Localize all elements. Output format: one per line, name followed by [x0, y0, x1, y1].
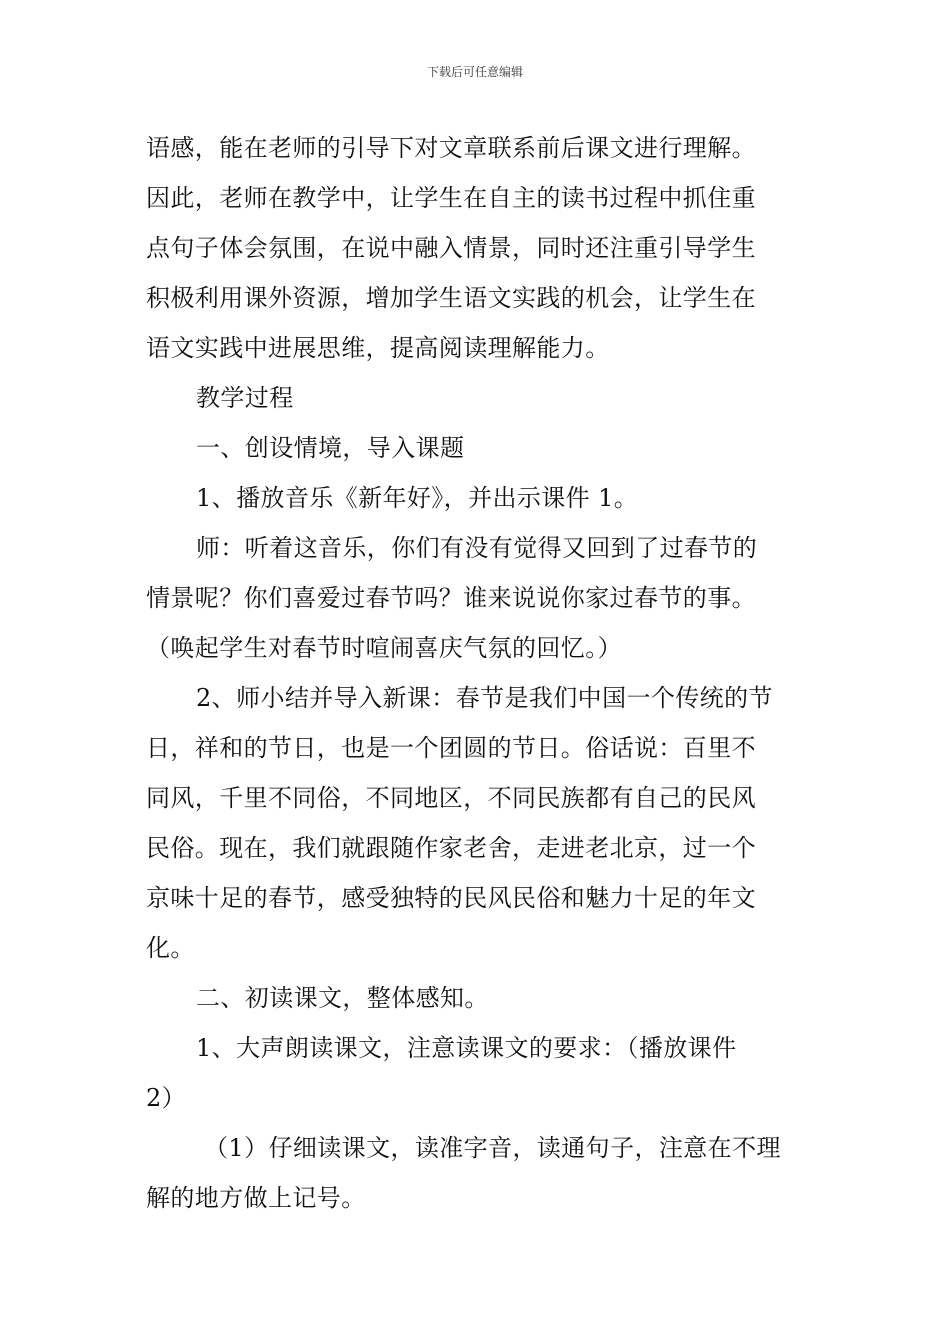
paragraph-line: （唤起学生对春节时喧闹喜庆气氛的回忆。）	[146, 634, 622, 662]
paragraph-line: 语文实践中进展思维，提高阅读理解能力。	[146, 334, 610, 362]
paragraph-line: 化。	[146, 934, 195, 962]
paragraph-line: 2、师小结并导入新课：春节是我们中国一个传统的节	[196, 684, 773, 712]
paragraph-line: 2）	[146, 1084, 187, 1112]
paragraph-line: 因此，老师在教学中，让学生在自主的读书过程中抓住重	[146, 184, 756, 212]
paragraph-line: 点句子体会氛围，在说中融入情景，同时还注重引导学生	[146, 234, 756, 262]
paragraph-line: 情景呢？你们喜爱过春节吗？谁来说说你家过春节的事。	[146, 584, 756, 612]
page-header: 下载后可任意编辑	[426, 65, 523, 79]
paragraph-line: 日，祥和的节日，也是一个团圆的节日。俗话说：百里不	[146, 734, 756, 762]
paragraph-line: 1、播放音乐《新年好》，并出示课件 1。	[196, 484, 639, 512]
paragraph-line: 解的地方做上记号。	[146, 1184, 366, 1212]
section-heading: 二、初读课文，整体感知。	[196, 984, 489, 1012]
section-heading: 教学过程	[196, 384, 294, 412]
paragraph-line: 师：听着这音乐，你们有没有觉得又回到了过春节的	[196, 534, 758, 562]
section-heading: 一、创设情境，导入课题	[196, 434, 465, 462]
paragraph-line: （1）仔细读课文，读准字音，读通句子，注意在不理	[204, 1134, 781, 1162]
paragraph-line: 积极利用课外资源，增加学生语文实践的机会，让学生在	[146, 284, 756, 312]
paragraph-line: 语感，能在老师的引导下对文章联系前后课文进行理解。	[146, 134, 756, 162]
paragraph-line: 1、大声朗读课文，注意读课文的要求：（播放课件	[196, 1034, 737, 1062]
paragraph-line: 京味十足的春节，感受独特的民风民俗和魅力十足的年文	[146, 884, 756, 912]
paragraph-line: 同风，千里不同俗，不同地区，不同民族都有自己的民风	[146, 784, 756, 812]
paragraph-line: 民俗。现在，我们就跟随作家老舍，走进老北京，过一个	[146, 834, 756, 862]
